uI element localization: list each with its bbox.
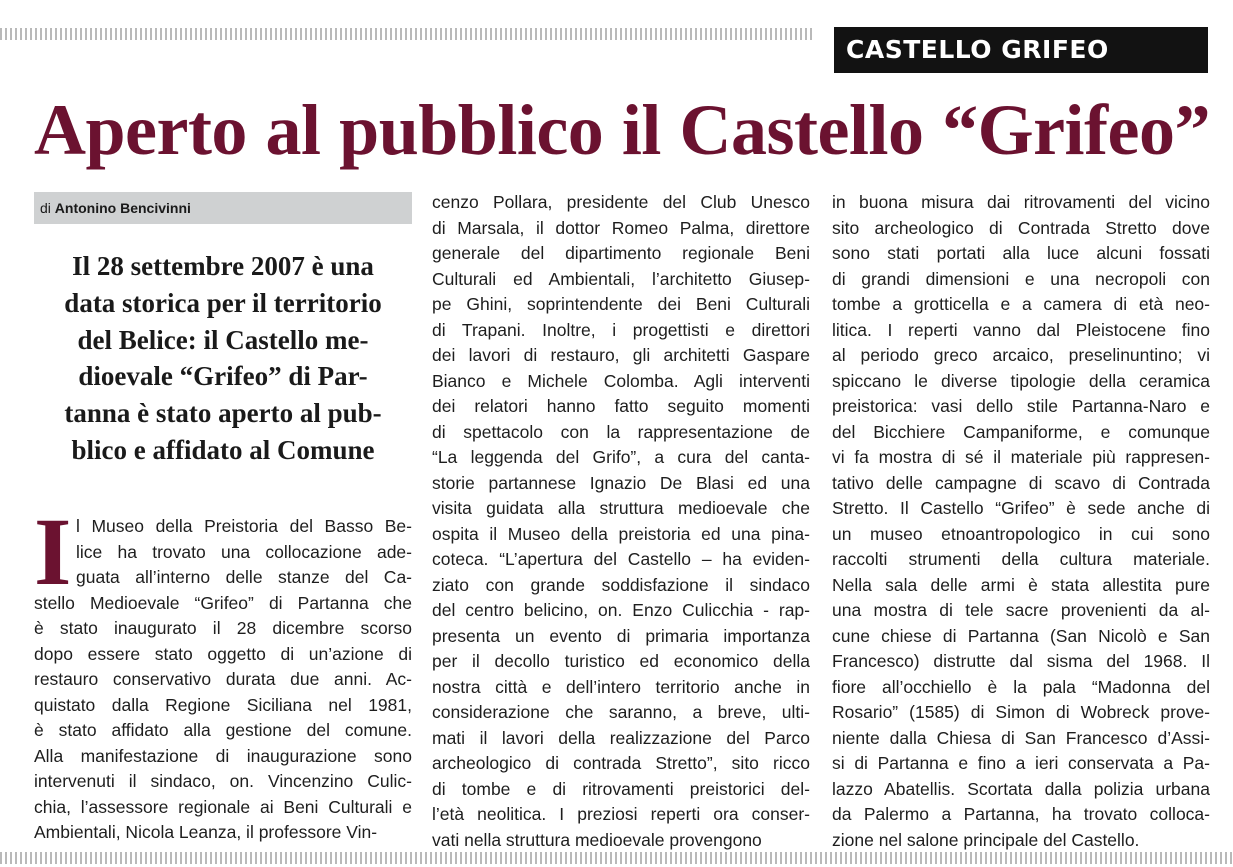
body-column-3 (832, 190, 1210, 853)
text-line: sito archeologico di Contrada Stretto dove (832, 217, 1210, 238)
text-line: mati il lavori della realizzazione del Parco (432, 727, 810, 748)
text-line: Rosario” (1585) di Simon di Wobreck prove- (832, 702, 1210, 722)
text-line: litica. I reperti vanno dal Pleistocene fino (832, 319, 1210, 340)
text-line: storie partannese Ignazio De Blasi ed una (432, 472, 810, 493)
article-headline: Aperto al pubblico il Castello “Grifeo” (34, 90, 1210, 170)
text-line: del Bicchiere Campaniforme, e comunque (832, 421, 1210, 442)
text-line: coteca. “L’apertura del Castello – ha eviden- (432, 549, 810, 569)
text-line: per il decollo turistico ed economico della (432, 651, 810, 671)
text-line: Nella sala delle armi è stata allestita pure (832, 574, 1210, 595)
text-line: sono stati portati alla luce alcuni fossati (832, 243, 1210, 263)
text-line: in buona misura dai ritrovamenti del vicino (832, 192, 1210, 212)
text-line: vi fa mostra di sé il materiale più rappresen- (832, 447, 1210, 467)
text-line: tativo delle campagne di scavo di Contrada (832, 472, 1210, 493)
text-line: vati nella struttura medioevale provengono (432, 829, 762, 850)
text-line: intervenuti il sindaco, on. Vincenzino Culic- (34, 771, 412, 791)
byline-author: Antonino Bencivinni (54, 200, 191, 216)
text-line: dopo essere stato oggetto di un’azione di (34, 643, 412, 664)
body-column-2 (432, 190, 810, 853)
text-line: di tombe e di ritrovamenti preistorici del- (432, 778, 810, 799)
text-line: l’età neolitica. I preziosi reperti ora conser- (432, 804, 810, 824)
text-line: spiccano le diverse tipologie della ceramica (832, 370, 1210, 391)
lead-line: blico e affidato al Comune (71, 434, 375, 465)
text-line: lice ha trovato una collocazione ade- (76, 541, 412, 562)
text-line: presenta un evento di primaria importanza (432, 625, 810, 646)
drop-cap: I (34, 498, 72, 605)
text-line: ziato con grande soddisfazione il sindaco (432, 574, 810, 595)
text-line: raccolti strumenti della cultura materiale. (832, 549, 1210, 569)
text-line: zione nel salone principale del Castello. (832, 829, 1140, 850)
text-line: cenzo Pollara, presidente del Club Unesco (432, 192, 810, 212)
byline (34, 192, 412, 224)
text-line: preistorica: vasi dello stile Partanna-Naro e (832, 396, 1210, 416)
text-line: del centro belicino, on. Enzo Culicchia - rap- (432, 600, 810, 620)
text-line: restauro conservativo durata due anni. Ac- (34, 669, 412, 689)
byline-prefix: di (40, 200, 51, 216)
text-line: chia, l’assessore regionale ai Beni Culturali e (34, 796, 412, 817)
text-line: Culturali ed Ambientali, l’architetto Giusep- (432, 268, 810, 289)
text-line: lazzo Abatellis. Scortata dalla polizia urbana (832, 778, 1210, 799)
text-line: è stato inaugurato il 28 dicembre scorso (34, 618, 412, 638)
text-line: dei relatori hanno fatto seguito momenti (432, 396, 810, 416)
text-line: quistato dalla Regione Siciliana nel 1981, (34, 694, 412, 715)
lead-line: dioevale “Grifeo” di Par- (78, 361, 368, 392)
text-line: nostra città e dell’intero territorio anche in (432, 676, 810, 697)
text-line: l Museo della Preistoria del Basso Be- (76, 516, 412, 536)
text-line: considerazione che saranno, a breve, ulti- (432, 702, 810, 722)
body-column-1 (34, 498, 412, 846)
lead-line: tanna è stato aperto al pub- (64, 398, 382, 429)
top-decorative-stripe (0, 28, 812, 40)
text-line: è stato affidato alla gestione del comune. (34, 720, 412, 740)
text-line: si di Partanna e fino a ieri conservata a Pa- (832, 753, 1210, 773)
text-line: pe Ghini, soprintendente dei Beni Culturali (432, 294, 810, 314)
text-line: da Palermo a Partanna, ha trovato colloca- (832, 804, 1210, 824)
text-line: cune chiese di Partanna (San Nicolò e San (832, 625, 1210, 646)
text-line: una mostra di tele sacre provenienti da al- (832, 600, 1210, 620)
text-line: fiore all’occhiello è la pala “Madonna del (832, 676, 1210, 697)
text-line: stello Medioevale “Grifeo” di Partanna che (34, 592, 412, 613)
text-line: visita guidata alla struttura medioevale che (432, 498, 810, 518)
text-line: di Marsala, il dottor Romeo Palma, direttore (432, 217, 810, 238)
text-line: al periodo greco arcaico, preselinuntino; vi (832, 345, 1210, 365)
text-line: di grandi dimensioni e una necropoli con (832, 268, 1210, 289)
text-line: di spettacolo con la rappresentazione de (432, 421, 810, 442)
text-line: guata all’interno delle stanze del Ca- (76, 567, 412, 587)
text-line: “La leggenda del Grifo”, a cura del canta- (432, 447, 810, 467)
lead-line: del Belice: il Castello me- (77, 324, 369, 355)
text-line: generale del dipartimento regionale Beni (432, 243, 810, 263)
lead-line: Il 28 settembre 2007 è una (72, 251, 374, 281)
text-line: Francesco) distrutte dal sisma del 1968. Il (832, 651, 1210, 671)
section-tag: CASTELLO GRIFEO (834, 27, 1208, 73)
text-line: Ambientali, Nicola Leanza, il professore Vin- (34, 822, 378, 842)
text-line: un museo etnoantropologico in cui sono (832, 523, 1210, 544)
text-line: niente dalla Chiesa di San Francesco d’Assi- (832, 727, 1210, 748)
text-line: Bianco e Michele Colomba. Agli interventi (432, 370, 810, 391)
text-line: Alla manifestazione di inaugurazione sono (34, 745, 412, 766)
article-lead (34, 248, 412, 469)
text-line: ospita il Museo della preistoria ed una pina- (432, 523, 810, 544)
lead-line: data storica per il territorio (64, 287, 382, 318)
text-line: di Trapani. Inoltre, i progettisti e direttori (432, 319, 810, 340)
text-line: tombe a grotticella e a camera di età neo- (832, 294, 1210, 314)
text-line: dei lavori di restauro, gli architetti Gaspare (432, 345, 810, 365)
text-line: archeologico di contrada Stretto”, sito ricco (432, 753, 810, 773)
text-line: Stretto. Il Castello “Grifeo” è sede anche di (832, 498, 1210, 518)
bottom-decorative-stripe (0, 852, 1233, 864)
